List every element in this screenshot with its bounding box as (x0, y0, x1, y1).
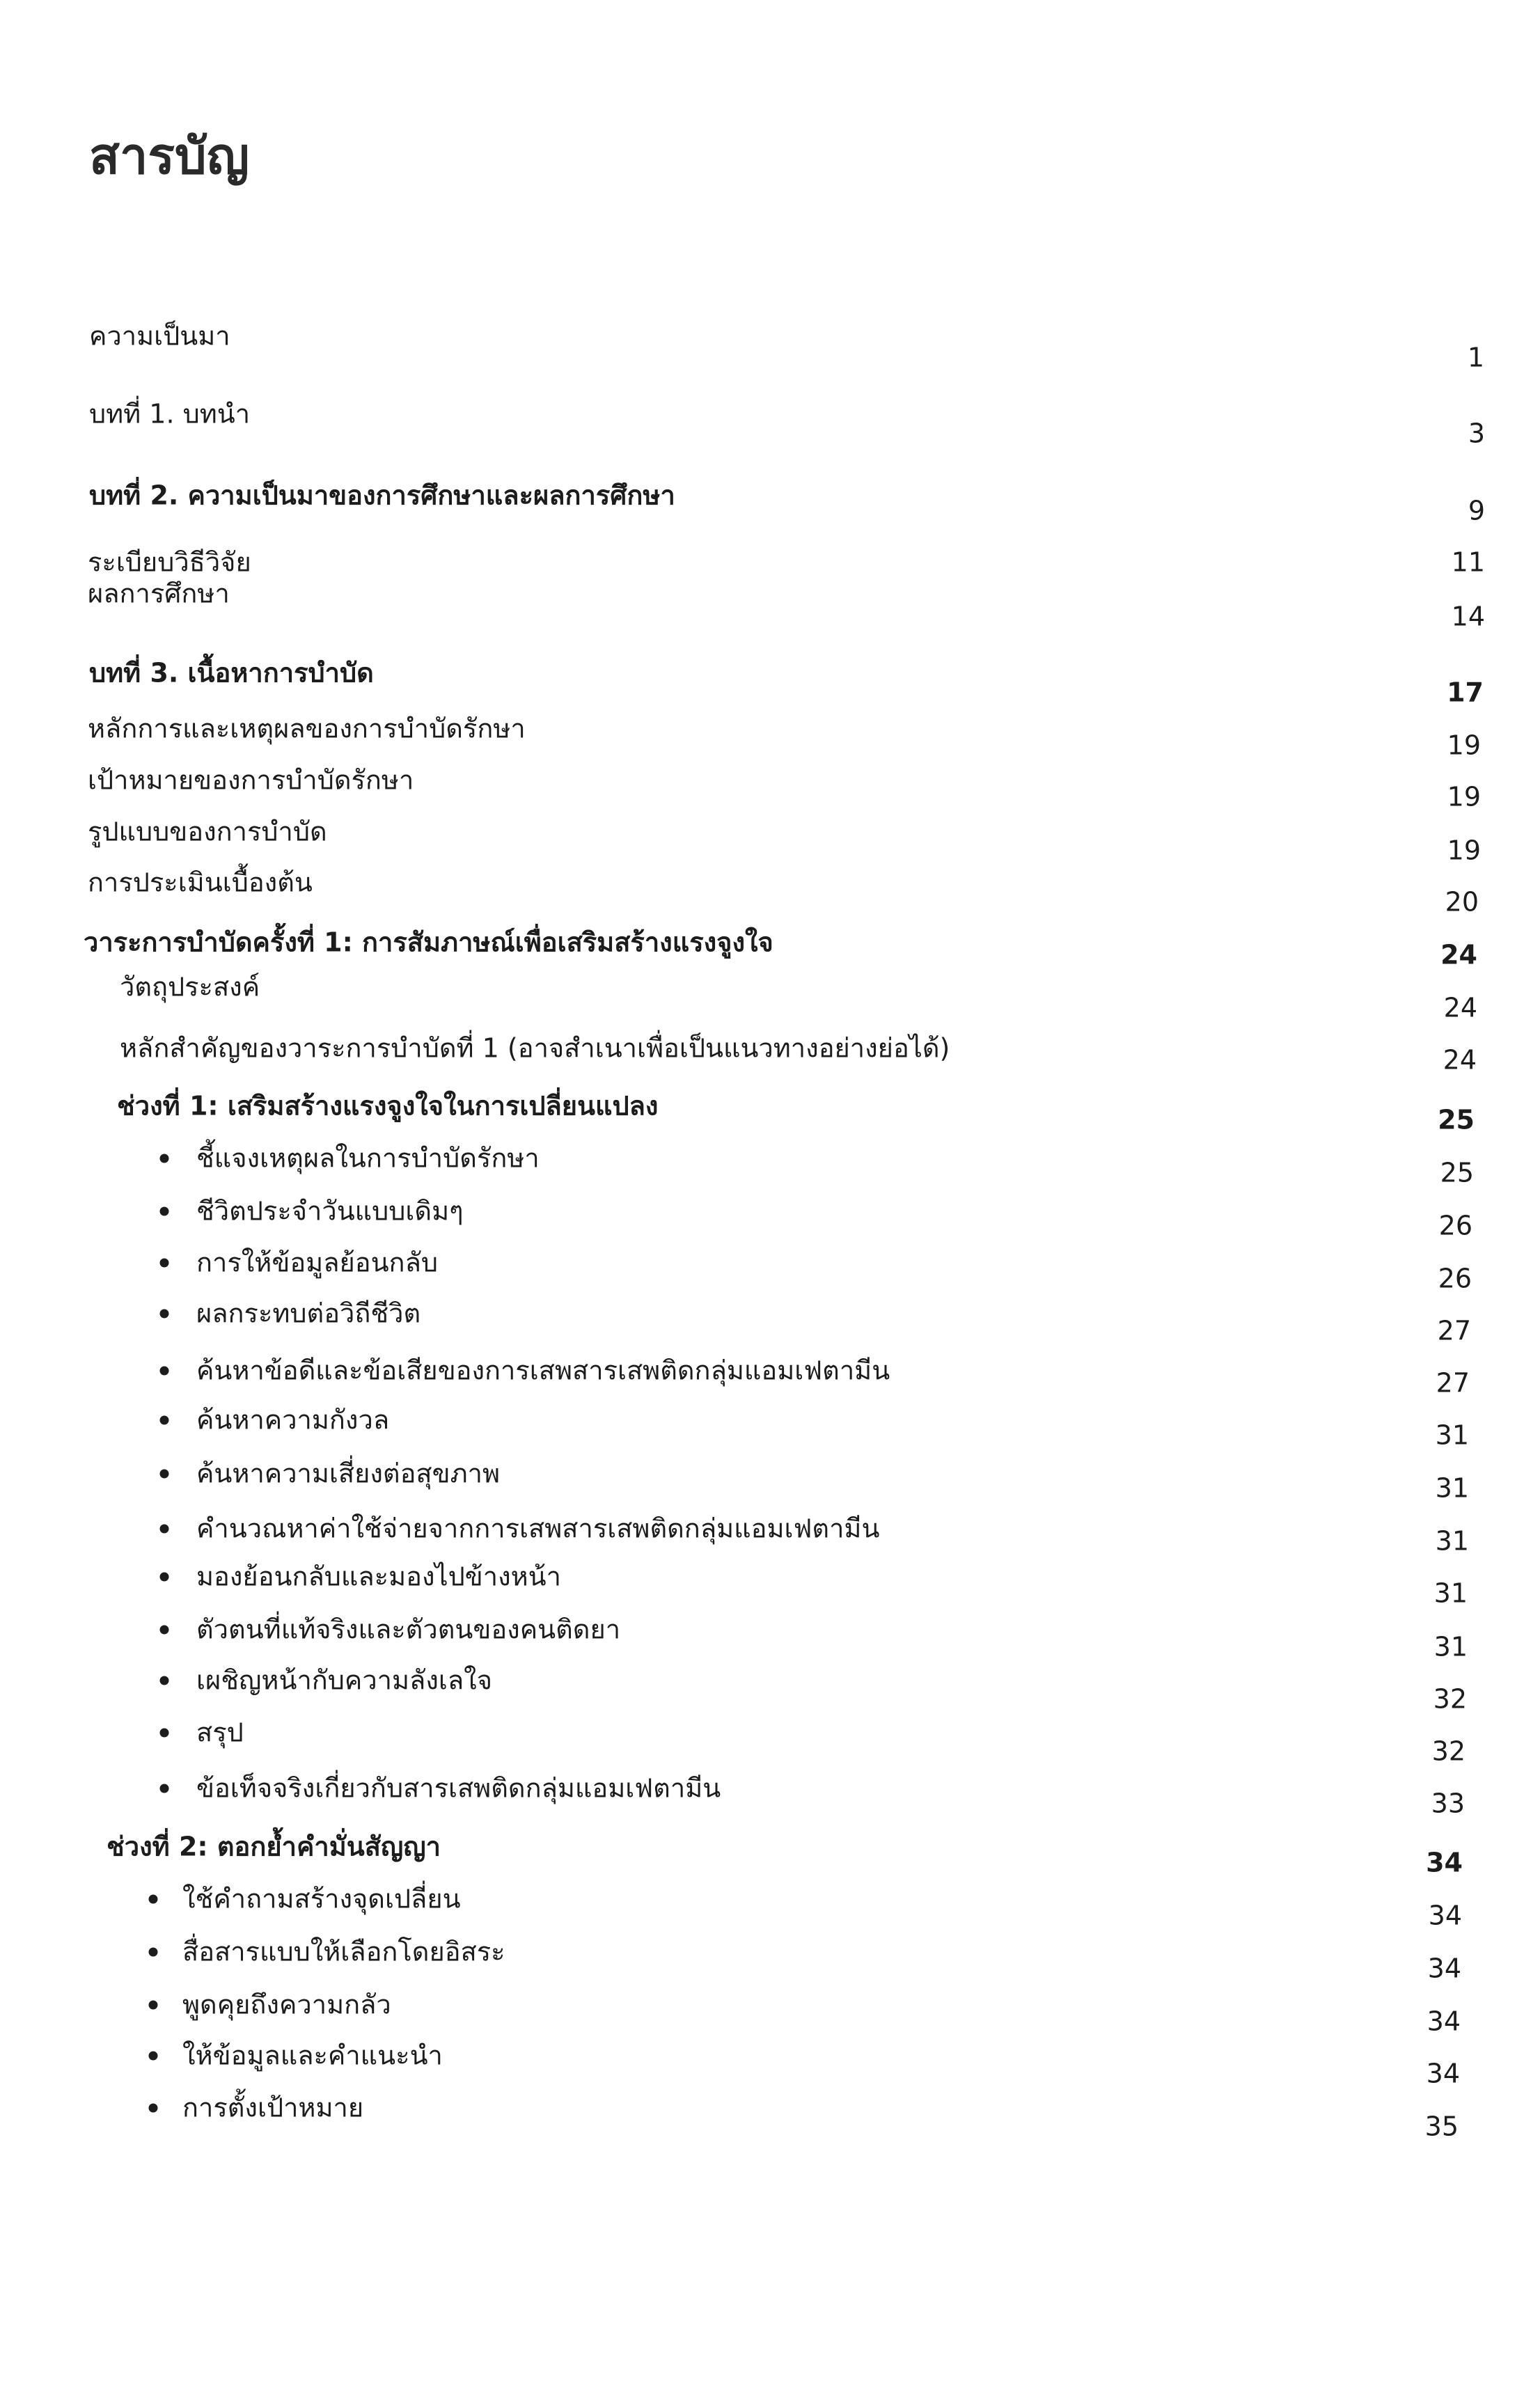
toc-page-number: 17 (1447, 677, 1484, 708)
bullet-icon (149, 2052, 158, 2061)
toc-entry-label: บทที่ 1. บทนำ (89, 398, 251, 430)
toc-page-number: 11 (1451, 546, 1485, 578)
toc-page-number: 25 (1440, 1157, 1474, 1188)
toc-entry-label: พูดคุยถึงความกลัว (182, 1989, 391, 2020)
toc-page-number: 32 (1433, 1683, 1467, 1715)
toc-entry-label: ช่วงที่ 1: เสริมสร้างแรงจูงใจในการเปลี่ยนแปลง (117, 1090, 659, 1122)
toc-entry-label: ให้ข้อมูลและคำแนะนำ (182, 2040, 443, 2071)
bullet-icon (149, 1895, 158, 1904)
bullet-icon (160, 1573, 169, 1582)
toc-entry-label: หลักสำคัญของวาระการบำบัดที่ 1 (อาจสำเนาเพื่อเป็นแนวทางอย่างย่อได้) (120, 1032, 950, 1064)
toc-page-number: 3 (1468, 418, 1485, 449)
toc-entry-label: ผลการศึกษา (88, 578, 230, 609)
bullet-icon (160, 1309, 169, 1319)
toc-entry-label: เผชิญหน้ากับความลังเลใจ (196, 1665, 492, 1696)
toc-page-number: 31 (1435, 1472, 1469, 1504)
toc-page-number: 20 (1445, 886, 1479, 918)
toc-page-number: 34 (1426, 2058, 1460, 2089)
toc-page-number: 19 (1447, 730, 1481, 761)
toc-entry-label: ผลกระทบต่อวิถีชีวิต (196, 1298, 421, 1329)
toc-entry-label: สื่อสารแบบให้เลือกโดยอิสระ (182, 1936, 505, 1967)
toc-entry-label: ค้นหาความเสี่ยงต่อสุขภาพ (196, 1458, 501, 1489)
bullet-icon (160, 1416, 169, 1425)
toc-page-number: 27 (1436, 1367, 1470, 1399)
bullet-icon (149, 2001, 158, 2010)
toc-page-number: 24 (1443, 1044, 1477, 1076)
toc-entry-label: การประเมินเบื้องต้น (88, 867, 313, 898)
bullet-icon (160, 1154, 169, 1163)
toc-page-number: 24 (1440, 939, 1477, 970)
toc-entry-label: ช่วงที่ 2: ตอกย้ำคำมั่นสัญญา (107, 1831, 441, 1862)
bullet-icon (160, 1784, 169, 1793)
toc-entry-label: ตัวตนที่แท้จริงและตัวตนของคนติดยา (196, 1614, 621, 1645)
toc-page-number: 26 (1438, 1210, 1472, 1241)
bullet-icon (160, 1259, 169, 1268)
toc-page-number: 14 (1451, 601, 1485, 632)
toc-page-number: 9 (1468, 495, 1485, 526)
toc-entry-label: วัตถุประสงค์ (120, 971, 260, 1002)
toc-entry-label: สรุป (196, 1717, 244, 1748)
toc-page-number: 35 (1424, 2111, 1459, 2142)
toc-page-number: 31 (1433, 1577, 1468, 1609)
toc-entry-label: บทที่ 3. เนื้อหาการบำบัด (89, 657, 374, 689)
toc-entry-label: การให้ข้อมูลย้อนกลับ (196, 1247, 438, 1278)
toc-page-number: 32 (1431, 1736, 1466, 1767)
toc-entry-label: ใช้คำถามสร้างจุดเปลี่ยน (182, 1883, 461, 1914)
bullet-icon (160, 1525, 169, 1534)
toc-entry-label: ความเป็นมา (89, 320, 230, 352)
toc-entry-label: ชี้แจงเหตุผลในการบำบัดรักษา (196, 1142, 540, 1174)
bullet-icon (160, 1367, 169, 1376)
toc-page-number: 31 (1435, 1419, 1469, 1451)
toc-entry-label: บทที่ 2. ความเป็นมาของการศึกษาและผลการศึกษา (89, 480, 675, 511)
toc-page-number: 34 (1427, 1953, 1461, 1984)
bullet-icon (160, 1207, 169, 1216)
toc-page-number: 24 (1443, 992, 1477, 1023)
toc-page-number: 19 (1447, 781, 1481, 812)
bullet-icon (160, 1626, 169, 1635)
toc-entry-label: รูปแบบของการบำบัด (88, 816, 327, 847)
toc-page-number: 1 (1467, 342, 1484, 373)
toc-entry-label: ค้นหาความกังวล (196, 1404, 390, 1435)
bullet-icon (149, 1948, 158, 1957)
bullet-icon (149, 2104, 158, 2113)
toc-entry-label: ชีวิตประจำวันแบบเดิมๆ (196, 1195, 464, 1227)
toc-page-number: 33 (1431, 1788, 1465, 1819)
toc-page-number: 26 (1438, 1263, 1472, 1294)
toc-entry-label: ระเบียบวิธีวิจัย (88, 546, 251, 578)
bullet-icon (160, 1729, 169, 1738)
toc-page-number: 31 (1433, 1631, 1468, 1662)
page-title: สารบัญ (89, 126, 250, 185)
toc-entry-label: มองย้อนกลับและมองไปข้างหน้า (196, 1561, 561, 1592)
toc-page-number: 34 (1427, 2006, 1461, 2037)
toc-entry-label: เป้าหมายของการบำบัดรักษา (88, 764, 414, 796)
toc-entry-label: คำนวณหาค่าใช้จ่ายจากการเสพสารเสพติดกลุ่มแอมเฟตามีน (196, 1513, 880, 1544)
toc-page-number: 19 (1447, 835, 1481, 866)
toc-entry-label: ข้อเท็จจริงเกี่ยวกับสารเสพติดกลุ่มแอมเฟตามีน (196, 1772, 721, 1804)
toc-page-number: 34 (1426, 1847, 1463, 1878)
toc-page-number: 34 (1428, 1900, 1462, 1931)
bullet-icon (160, 1676, 169, 1685)
toc-entry-label: หลักการและเหตุผลของการบำบัดรักษา (88, 713, 526, 744)
toc-entry-label: ค้นหาข้อดีและข้อเสียของการเสพสารเสพติดกลุ่มแอมเฟตามีน (196, 1355, 890, 1386)
toc-entry-label: การตั้งเป้าหมาย (182, 2092, 364, 2123)
bullet-icon (160, 1470, 169, 1479)
toc-page-number: 27 (1437, 1315, 1471, 1346)
toc-page-number: 25 (1438, 1104, 1475, 1135)
toc-entry-label: วาระการบำบัดครั้งที่ 1: การสัมภาษณ์เพื่อเสริมสร้างแรงจูงใจ (84, 927, 773, 958)
toc-page-number: 31 (1435, 1525, 1469, 1557)
